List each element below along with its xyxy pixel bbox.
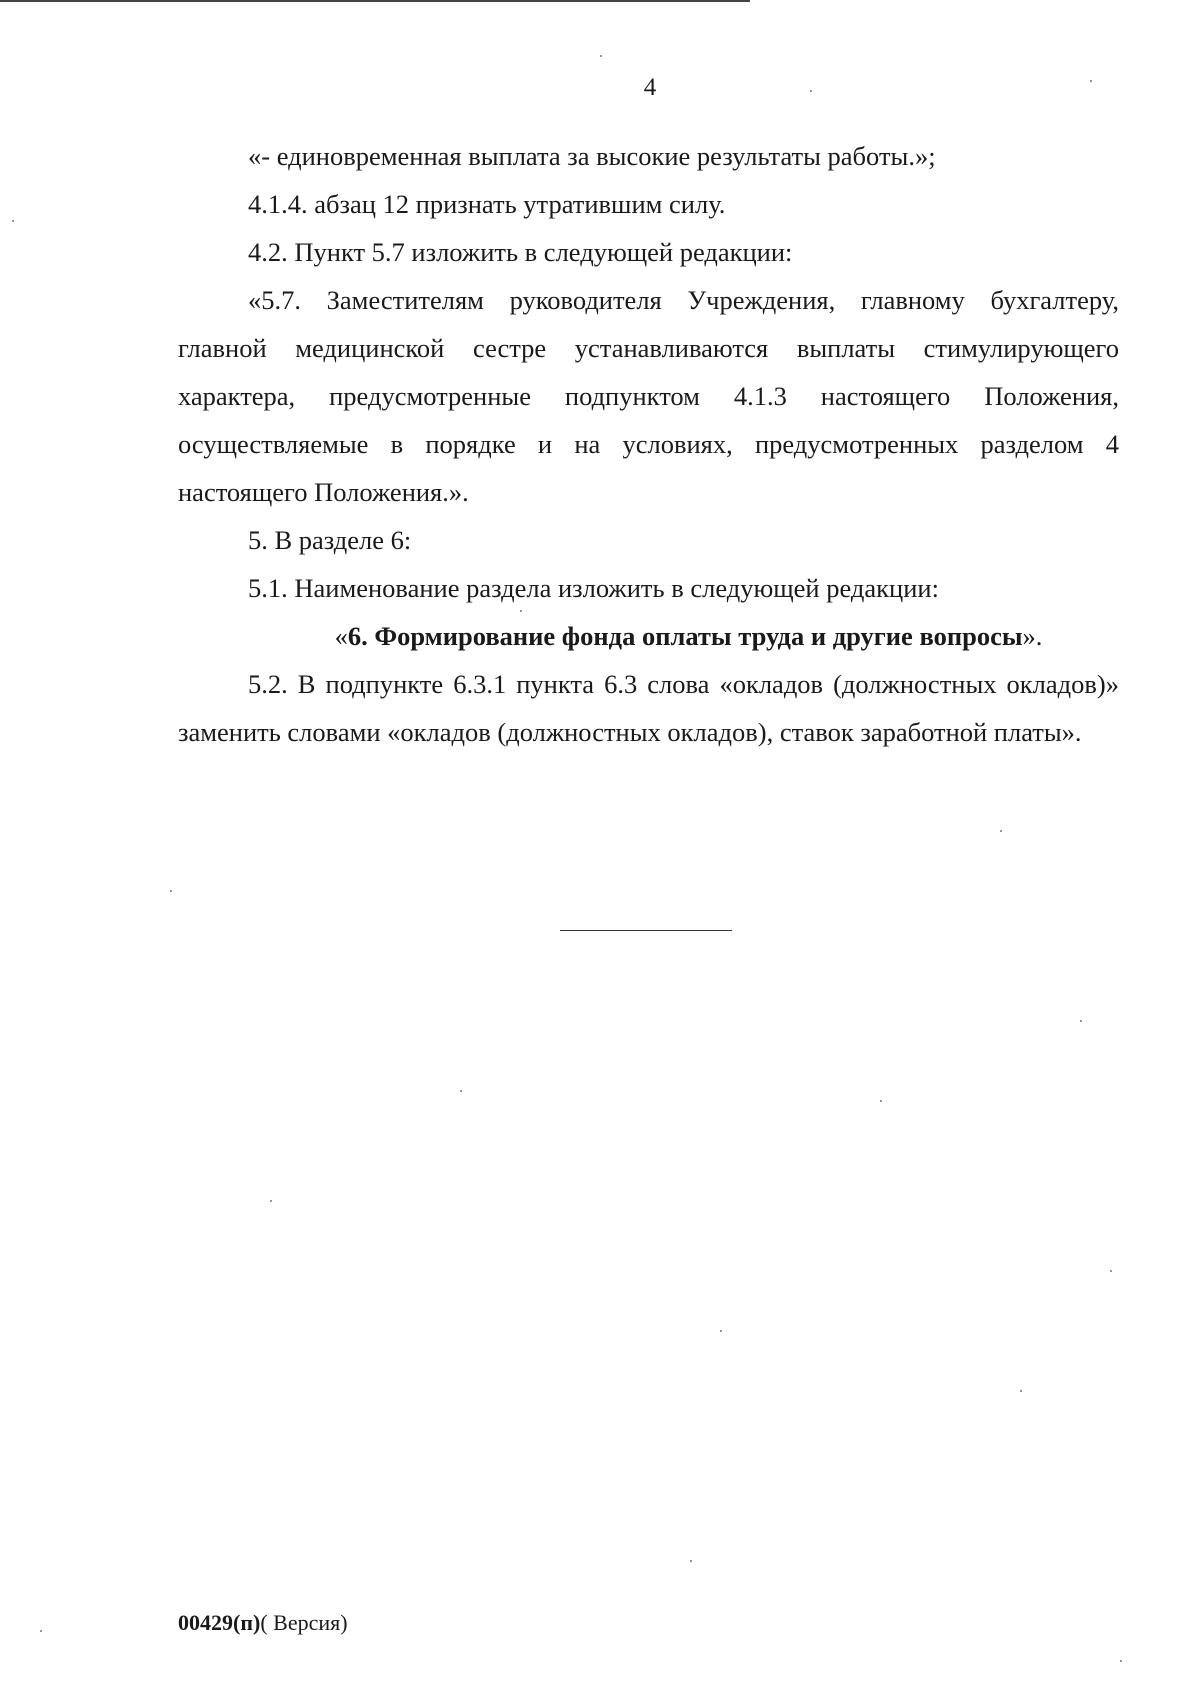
heading-text: 6. Формирование фонда оплаты труда и другие вопросы <box>347 621 1023 651</box>
scan-speck <box>1020 1390 1022 1392</box>
scan-speck <box>600 55 602 57</box>
paragraph-5-7-quote: «5.7. Заместителям руководителя Учреждения, главному бухгалтеру, главной медицинской сестре устанавливаются выплаты стимулирующего характера, предусмотренные подпунктом 4.1.3 настоящего Положения, осуществляемые в порядке и на условиях, предусмотренных разделом 4 настоящего Положения.». <box>178 285 1119 507</box>
scan-speck <box>270 1200 272 1202</box>
footer-document-code: 00429(п) <box>178 1610 261 1635</box>
paragraph-4-1-4: 4.1.4. абзац 12 признать утратившим силу. <box>248 189 726 219</box>
footer-version: ( Версия) <box>260 1610 348 1635</box>
page-number: 4 <box>643 74 657 101</box>
scan-speck <box>1080 1020 1082 1022</box>
heading-close-quote: ». <box>1022 621 1043 651</box>
document-body <box>178 132 1119 756</box>
scan-speck <box>170 890 172 892</box>
paragraph-payment-item: «- единовременная выплата за высокие результаты работы.»; <box>248 141 936 171</box>
scan-speck <box>690 1560 692 1562</box>
scan-speck <box>1090 80 1092 82</box>
scan-speck <box>460 1090 462 1092</box>
scan-speck <box>12 220 14 222</box>
heading-open-quote: « <box>334 621 348 651</box>
scan-speck <box>720 1330 722 1332</box>
end-separator-line <box>560 930 732 931</box>
scan-speck <box>880 1100 882 1102</box>
section-heading <box>178 612 1119 660</box>
paragraph-5-2: 5.2. В подпункте 6.3.1 пункта 6.3 слова «окладов (должностных окладов)» заменить словами «окладов (должностных окладов), ставок заработной платы». <box>178 669 1119 747</box>
footer <box>178 1610 348 1636</box>
scan-speck <box>520 610 522 612</box>
scan-speck <box>40 1630 42 1632</box>
paragraph-4-2: 4.2. Пункт 5.7 изложить в следующей редакции: <box>248 237 793 267</box>
scan-edge-line <box>0 0 750 2</box>
paragraph-5-1: 5.1. Наименование раздела изложить в следующей редакции: <box>248 573 939 603</box>
scan-speck <box>810 90 812 92</box>
paragraph-5: 5. В разделе 6: <box>248 525 412 555</box>
scan-speck <box>1000 830 1002 832</box>
scan-speck <box>1110 1270 1112 1272</box>
scan-speck <box>1120 1660 1122 1662</box>
